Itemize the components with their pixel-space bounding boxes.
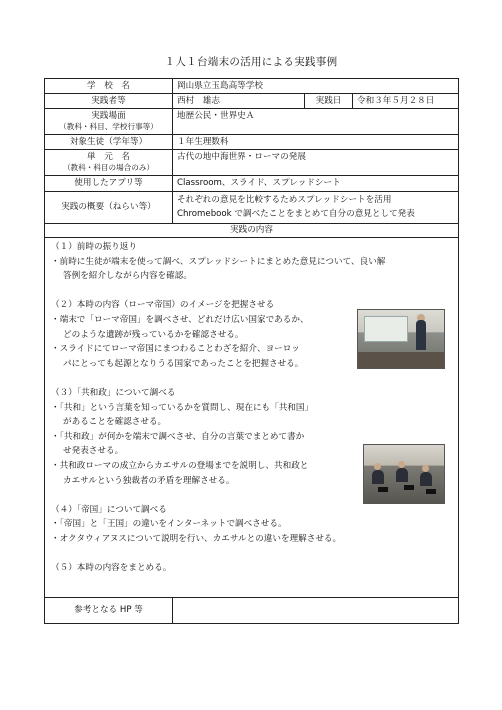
blank-line xyxy=(51,371,452,386)
apps-value: Classroom、スライド、スプレッドシート xyxy=(173,176,459,192)
school-label: 学 校 名 xyxy=(45,79,173,94)
row-references xyxy=(45,598,459,624)
section-3-line: カエサルという独裁者の矛盾を理解させる。 xyxy=(63,475,235,486)
section-3-line: ・共和政ローマの成立からカエサルの登場までを説明し、共和政と xyxy=(51,460,309,471)
student-head-shape xyxy=(398,461,405,468)
row-apps xyxy=(45,176,459,192)
row-content xyxy=(45,238,459,598)
section-1-line: 答例を紹介しながら内容を確認。 xyxy=(63,271,192,282)
scene-label: 実践場面 xyxy=(91,111,126,121)
section-5-title: （５）本時の内容をまとめる。 xyxy=(51,563,172,574)
students-using-devices-photo xyxy=(363,444,445,504)
section-1-line: ・前時に生徒が端末を使って調べ、スプレッドシートにまとめた意見について、良い解 xyxy=(51,256,386,267)
scene-label-sub: （教科・科目、学校行事等） xyxy=(59,122,158,131)
students-value: １年生理数科 xyxy=(173,135,459,150)
unit-label: 単 元 名 xyxy=(87,152,130,162)
device-shape xyxy=(378,487,388,492)
section-3-line: せ発表させる。 xyxy=(63,446,124,457)
document-title: １人１台端末の活用による実践事例 xyxy=(164,56,338,68)
scene-label-cell xyxy=(45,109,173,135)
student-head-shape xyxy=(374,463,381,470)
section-3-line: ・「共和」という言葉を知っているかを質問し、現在にも「共和国」 xyxy=(51,402,314,413)
scene-value: 地歴公民・世界史Ａ xyxy=(173,109,459,135)
overview-label: 実践の概要（ねらい等） xyxy=(45,192,173,224)
practitioner-label: 実践者等 xyxy=(45,94,173,109)
row-scene xyxy=(45,109,459,135)
classroom-lecture-photo xyxy=(357,309,445,369)
device-shape xyxy=(426,489,436,494)
content-cell xyxy=(45,238,459,598)
row-students xyxy=(45,135,459,150)
screen-shape xyxy=(364,316,408,342)
section-4-title: （４）「帝国」について調べる xyxy=(51,504,167,515)
section-3-title: （３）「共和政」について調べる xyxy=(51,387,176,398)
student-head-shape xyxy=(422,465,429,472)
section-3-line: ・「共和政」が何かを端末で調べさせ、自分の言葉でまとめて書か xyxy=(51,431,305,442)
references-label: 参考となる HP 等 xyxy=(45,598,173,624)
section-4-line: ・「帝国」と「王国」の違いをインターネットで調べさせる。 xyxy=(51,519,287,530)
device-shape xyxy=(404,485,414,490)
row-practitioner xyxy=(45,94,459,109)
section-2-line: ・端末で「ローマ帝国」を調べさせ、どれだけ広い国家であるか、 xyxy=(51,314,309,325)
overview-line-1: それぞれの意見を比較するためスプレッドシートを活用 xyxy=(177,195,392,205)
apps-label: 使用したアプリ等 xyxy=(45,176,173,192)
content-header: 実践の内容 xyxy=(45,224,459,238)
row-content-header xyxy=(45,224,459,238)
section-2-line: パにとっても起源となりうる国家であったことを把握させる。 xyxy=(63,358,304,369)
row-overview xyxy=(45,192,459,224)
overview-line-2: Chromebook で調べたことをまとめて自分の意見として発表 xyxy=(177,209,415,219)
student-shape xyxy=(372,470,384,484)
teacher-shape xyxy=(416,320,426,350)
section-3-line: があることを確認させる。 xyxy=(63,417,167,428)
row-unit xyxy=(45,150,459,176)
blank-line xyxy=(51,284,452,299)
date-label: 実践日 xyxy=(305,94,353,109)
section-2-line: ・スライドにてローマ帝国にまつわることわざを紹介、ヨーロッ xyxy=(51,344,300,355)
desk-shape xyxy=(358,352,444,368)
row-school xyxy=(45,79,459,94)
date-value: 令和３年５月２８日 xyxy=(353,94,459,109)
section-2-line: どのような遺跡が残っているかを確認させる。 xyxy=(63,329,244,340)
overview-value-cell xyxy=(173,192,459,224)
section-2-title: （２）本時の内容（ローマ帝国）のイメージを把握させる xyxy=(51,300,275,311)
school-value: 岡山県立玉島高等学校 xyxy=(173,79,459,94)
references-value xyxy=(173,598,459,624)
unit-label-cell xyxy=(45,150,173,176)
section-1-title: （１）前時の振り返り xyxy=(51,242,137,252)
practitioner-value: 西村 雄志 xyxy=(173,94,305,109)
students-label: 対象生徒（学年等） xyxy=(45,135,173,150)
blank-line xyxy=(51,546,452,561)
unit-label-sub: （教科・科目の場合のみ） xyxy=(62,163,155,172)
student-shape xyxy=(396,468,408,482)
unit-value: 古代の地中海世界・ローマの発展 xyxy=(173,150,459,176)
section-4-line: ・オクタウィアヌスについて説明を行い、カエサルとの違いを理解させる。 xyxy=(51,533,342,544)
student-shape xyxy=(420,472,432,486)
practice-record-table xyxy=(44,78,459,624)
